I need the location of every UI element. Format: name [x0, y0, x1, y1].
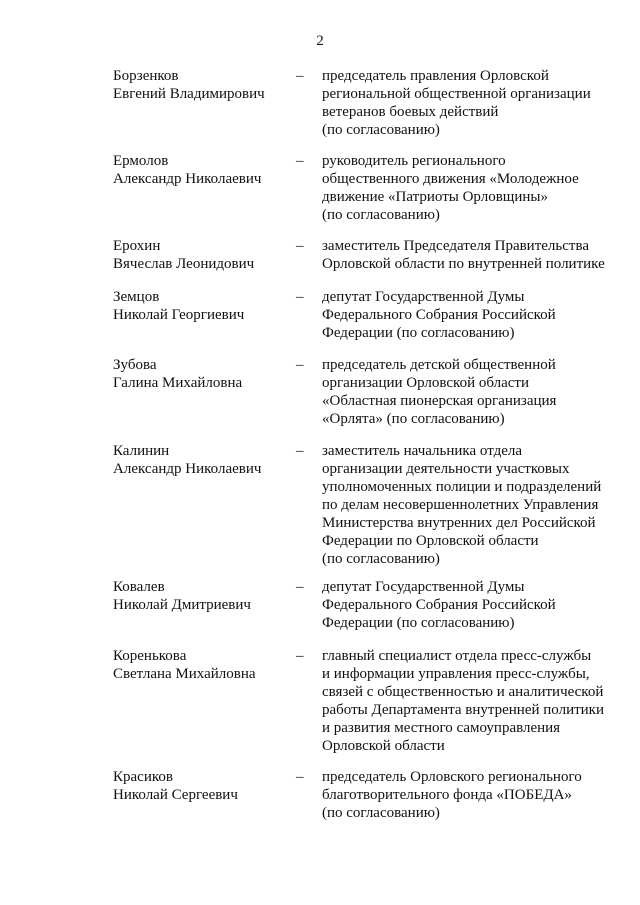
- page-number: 2: [316, 33, 324, 49]
- member-dash: –: [296, 289, 304, 305]
- member-role: депутат Государственной Думы Федерального Собрания Российской Федерации (по согласованию): [322, 579, 556, 631]
- member-role: председатель Орловского регионального благотворительного фонда «ПОБЕДА» (по согласованию): [322, 769, 582, 821]
- member-dash: –: [296, 769, 304, 785]
- member-dash: –: [296, 357, 304, 373]
- member-name: Калинин Александр Николаевич: [113, 443, 262, 477]
- member-role: депутат Государственной Думы Федерального Собрания Российской Федерации (по согласованию): [322, 289, 556, 341]
- member-name: Красиков Николай Сергеевич: [113, 769, 238, 803]
- member-name: Земцов Николай Георгиевич: [113, 289, 245, 323]
- member-dash: –: [296, 443, 304, 459]
- member-role: руководитель регионального общественного движения «Молодежное движение «Патриоты Орловщины» (по согласованию): [322, 153, 579, 223]
- member-role: председатель правления Орловской региональной общественной организации ветеранов боевых действий (по согласованию): [322, 68, 591, 138]
- member-role: заместитель Председателя Правительства Орловской области по внутренней политике: [322, 238, 605, 272]
- member-role: главный специалист отдела пресс-службы и информации управления пресс-службы, связей с общественностью и аналитической работы Департамента внутренней политики и развития местного самоуправления Орловской области: [322, 648, 604, 754]
- member-dash: –: [296, 68, 304, 84]
- member-name: Коренькова Светлана Михайловна: [113, 648, 256, 682]
- member-name: Борзенков Евгений Владимирович: [113, 68, 265, 102]
- member-dash: –: [296, 153, 304, 169]
- member-dash: –: [296, 579, 304, 595]
- member-role: заместитель начальника отдела организации деятельности участковых уполномоченных полиции и подразделений по делам несовершеннолетних Управления Министерства внутренних дел Российской Федерации по Орловской области (по согласованию): [322, 443, 602, 567]
- member-dash: –: [296, 648, 304, 664]
- member-role: председатель детской общественной организации Орловской области «Областная пионерская организация «Орлята» (по согласованию): [322, 357, 557, 427]
- member-name: Зубова Галина Михайловна: [113, 357, 243, 391]
- member-name: Ермолов Александр Николаевич: [113, 153, 262, 187]
- member-name: Ерохин Вячеслав Леонидович: [113, 238, 255, 272]
- member-name: Ковалев Николай Дмитриевич: [113, 579, 251, 613]
- member-dash: –: [296, 238, 304, 254]
